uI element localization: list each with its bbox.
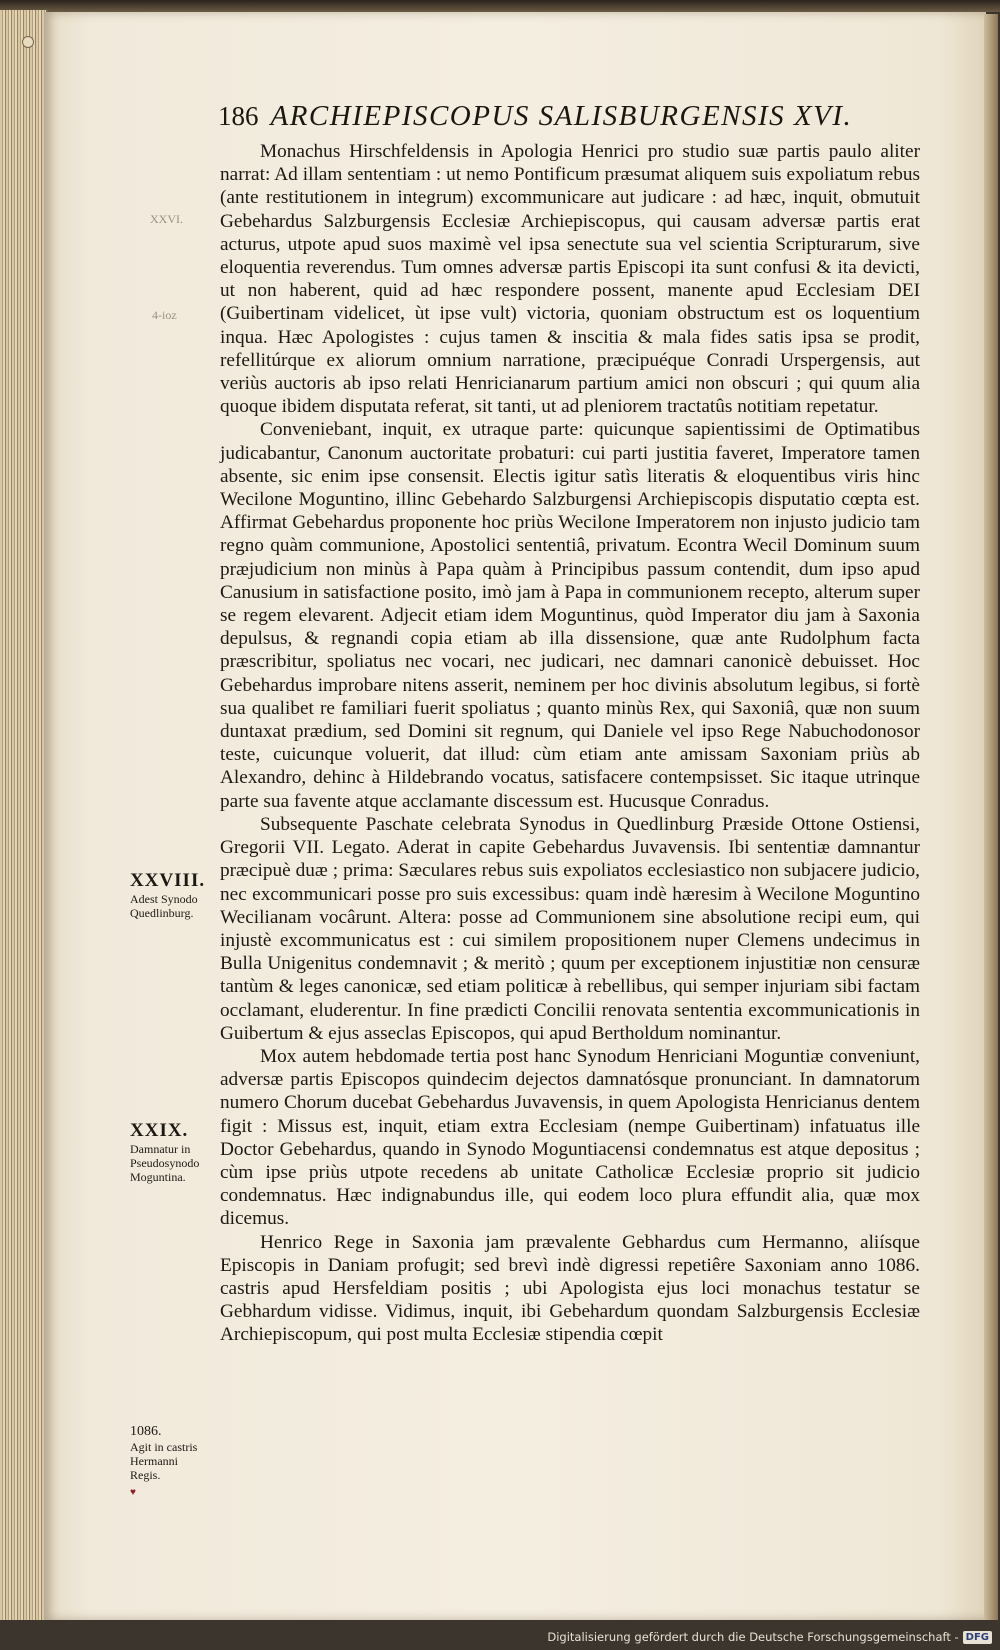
right-page-edge: [984, 14, 998, 1620]
book-page-edges: [0, 10, 48, 1622]
stray-mark: XXVI.: [150, 212, 183, 226]
margin-note-text: Damnatur in Pseudosynodo Moguntina.: [130, 1142, 200, 1184]
page-header: [218, 100, 918, 138]
paragraph: Henrico Rege in Saxonia jam prævalente Gebhardus cum Hermanno, aliísque Episcopis in Daniam profugit; sed brevì indè digressi repetiêre Saxoniam anno 1086. castris apud Hersfeldiam positis ; ubi Apologista ejus loci monachus testatur se Gebhardum vidisse. Vidimus, inquit, ibi Gebehardum quondam Salzburgensis Ecclesiæ Archiepiscopum, qui post multa Ecclesiæ stipendia cœpit: [220, 1231, 920, 1346]
section-number: XXVIII.: [130, 870, 206, 891]
binding-hole-icon: [22, 36, 34, 48]
body-text: [220, 140, 920, 1347]
margin-note-xxviii: [130, 870, 210, 920]
section-number: XXIX.: [130, 1120, 189, 1141]
running-title: ARCHIEPISCOPUS SALISBURGENSIS XVI.: [270, 100, 853, 132]
paragraph: Monachus Hirschfeldensis in Apologia Henrici pro studio suæ partis paulo aliter narrat: Ad illam sententiam : ut nemo Pontificum præsumat aliquem suis expoliatum rebus (ante restitutionem in integrum) excommunicare aut judicare : ad hæc, inquit, obmutuit Gebehardus Salzburgensis Ecclesiæ Archiepiscopus, qui causam adversæ partis erat acturus, utpote apud suos maximè vel ipsa senectute sua vel scientia Scripturarum, sive eloquentia reverendus. Tum omnes adversæ partis Episcopi ita sunt confusi & ita devicti, ut non haberent, quid ad hæc respondere possent, manente apud Ecclesiam DEI (Guibertinam videlicet, ùt ipse vult) victoria, quoniam obstructum est os loquentium inqua. Hæc Apologistes : cujus tamen & inscitia & mala fides satis ipsa se prodit, refellitúrque ex aliorum omnium narratione, præcipuéque Conradi Urspergensis, aut veriùs auctoris ab ipso relati Henricianarum partium amici non obscuri ; qui quum alia quoque ibidem disputata referat, sit tanti, ut ad pleniorem tractatûs notitiam repetatur.: [220, 141, 920, 418]
page-number: 186: [218, 101, 259, 131]
margin-note-text: Agit in castris Hermanni Regis.: [130, 1440, 198, 1482]
red-marker-icon: ♥: [130, 1487, 136, 1498]
dfg-logo: DFG: [963, 1631, 992, 1644]
paragraph: Mox autem hebdomade tertia post hanc Synodum Henriciani Moguntiæ conveniunt, adversæ partis Episcopos quindecim dejectos damnatósque pronunciant. In damnatorum numero Chorum ducebat Gebehardus Juvavensis, in quem Apologista Henricianus dentem figit : Missus est, inquit, etiam extra Ecclesiam (nempe Guibertinam) infatuatus ille Doctor Gebehardus, quando in Synodo Moguntiacensi condemnatus est atque depositus ; cùm ipse priùs utpote recedens ab unitate Catholicæ Ecclesiæ proprio sit judicio condemnatus. Hæc indignabundus ille, qui eodem loco plura effundit alia, quæ mox dicemus.: [220, 1045, 920, 1230]
stray-mark: 4-ioz: [152, 308, 177, 322]
paragraph: Conveniebant, inquit, ex utraque parte: quicunque sapientissimi de Optimatibus judicabantur, Canonum auctoritate probaturi: cui parti justitia faveret, Imperatore tamen absente, sic enim ipse consensit. Electis igitur satìs literatis & eloquentibus viris hinc Wecilone Moguntino, illinc Gebehardo Salzburgensi Archiepiscopis disputatio cœpta est. Affirmat Gebehardus proponente hoc priùs Wecilone Imperatorem non injusto judicio tam regno quàm communione, Apostolici sententiâ, privatum. Econtra Wecil Dominum suum præjudicium non minùs à Papa quàm à Principibus passum contendit, dum ipso apud Canusium in satisfactione posito, imò jam à Papa in communionem recepto, alterum super se regem elevarent. Adjecit etiam idem Moguntinus, quòd Imperator diu jam à Saxonia depulsus, & regnandi copia etiam ab illa dissensione, quæ ante Rudolphum facta præscribitur, spoliatus nec vocari, nec judicari, nec damnari canonicè debuisset. Hoc Gebehardus improbare nitens asserit, neminem per hoc divinis absolutum legibus, si fortè sua qualibet re familiari fuerit spoliatus ; quanto minùs Rex, qui Saxoniâ, quæ non suum duntaxat prædium, sed Domini sit regnum, qui Daniele vel ipso Rege Nabuchodonosor teste, cuicunque voluerit, dat illud: cùm etiam ante amissam Saxoniam priùs ab Alexandro, dehinc à Hildebrando vocatus, satisfacere contempsisset. Sic itaque utrinque parte sua favente atque acclamante discessum est. Hucusque Conradus.: [220, 419, 920, 812]
margin-note-xxix: [130, 1120, 210, 1184]
footer-credit: Digitalisierung gefördert durch die Deutsche Forschungsgemeinschaft -: [547, 1630, 959, 1644]
margin-note-text: Adest Synodo Quedlinburg.: [130, 892, 198, 920]
footer: [547, 1628, 992, 1646]
margin-note-1086: [130, 1424, 210, 1500]
margin-year: 1086.: [130, 1424, 162, 1439]
top-edge: [0, 0, 1000, 12]
paragraph: Subsequente Paschate celebrata Synodus in Quedlinburg Præside Ottone Ostiensi, Gregorii VII. Legato. Aderat in capite Gebehardus Juvavensis. Ibi sententiæ damnantur præcipuè duæ ; prima: Sæculares rebus suis expoliatos ecclesiastico non subjacere judicio, nec excommunicari posse pro suis excessibus: quam indè hæresim à Wecilone Moguntino Wecilianam vocârunt. Altera: posse ad Communionem sine absolutione recipi eum, qui injustè excommunicatus est : cui similem propositionem nuper Clemens undecimus in Bulla Unigenitus condemnavit ; & meritò ; quum per exceptionem injustitiæ non censuræ tantùm & leges canonicæ, sed etiam politicæ à rebellibus, qui semper injuriam sibi factam occlamant, eluderentur. In fine prædicti Concilii renovata sententia excommunicationis in Guibertum & ejus asseclas Episcopos, qui apud Bertholdum nominantur.: [220, 813, 920, 1044]
